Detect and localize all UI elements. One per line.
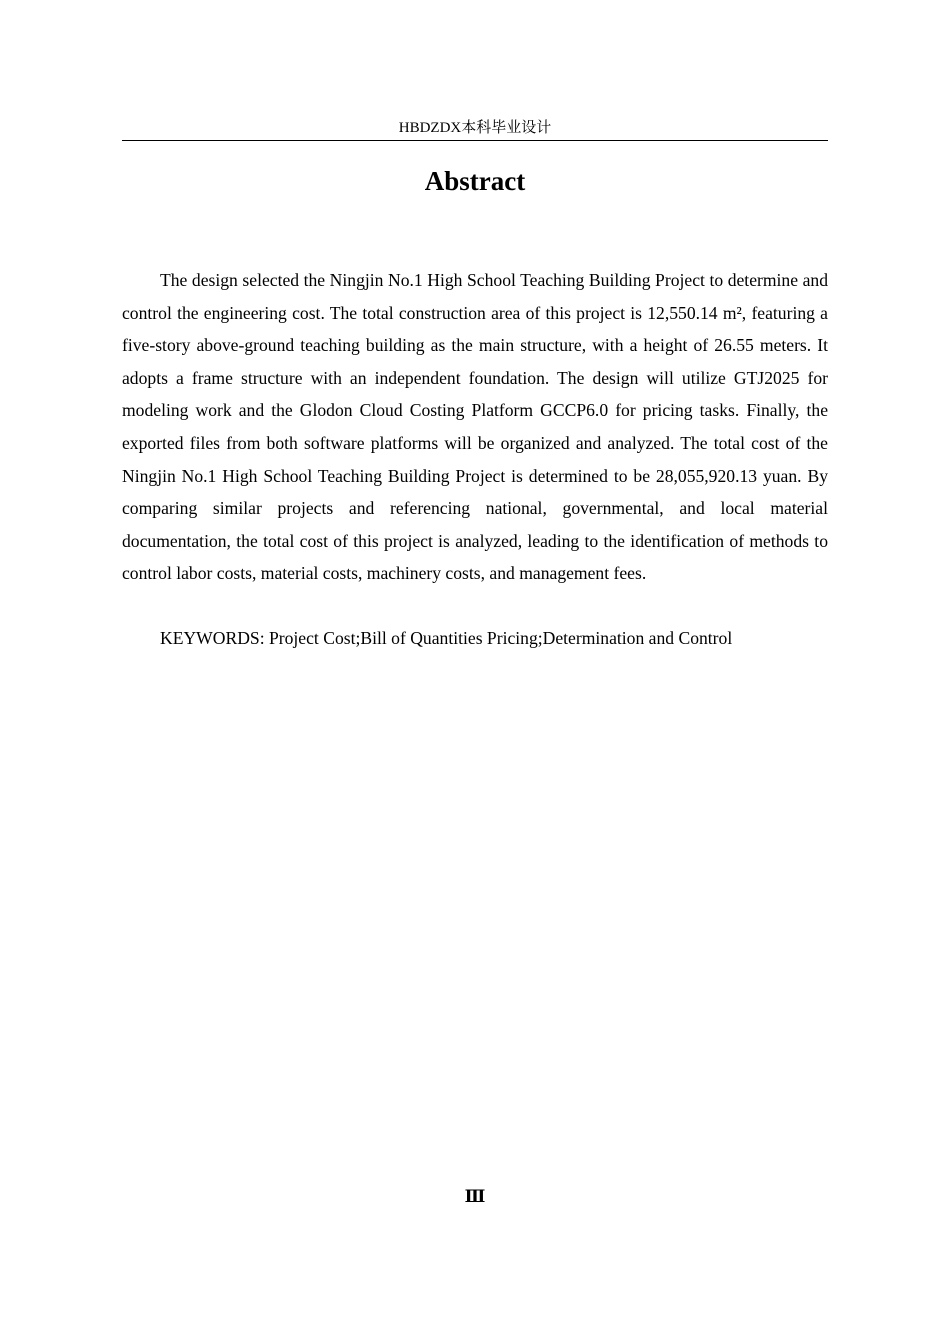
header-rule xyxy=(122,140,828,141)
keywords-line: KEYWORDS: Project Cost;Bill of Quantities Pricing;Determination and Control xyxy=(160,628,733,648)
abstract-body: The design selected the Ningjin No.1 High School Teaching Building Project to determine and control the engineering cost. The total construction area of this project is 12,550.14 m², featuring a five-story above-ground teaching building as the main structure, with a height of 26.55 meters. It adopts a frame structure with an independent foundation. The design will utilize GTJ2025 for modeling work and the Glodon Cloud Costing Platform GCCP6.0 for pricing tasks. Finally, the exported files from both software platforms will be organized and analyzed. The total cost of the Ningjin No.1 High School Teaching Building Project is determined to be 28,055,920.13 yuan. By comparing similar projects and referencing national, governmental, and local material documentation, the total cost of this project is analyzed, leading to the identification of methods to control labor costs, material costs, machinery costs, and management fees. xyxy=(122,270,828,584)
running-header: HBDZDX本科毕业设计 xyxy=(398,120,552,136)
page-number: Ⅲ xyxy=(464,1187,486,1206)
abstract-heading: Abstract xyxy=(424,166,526,196)
